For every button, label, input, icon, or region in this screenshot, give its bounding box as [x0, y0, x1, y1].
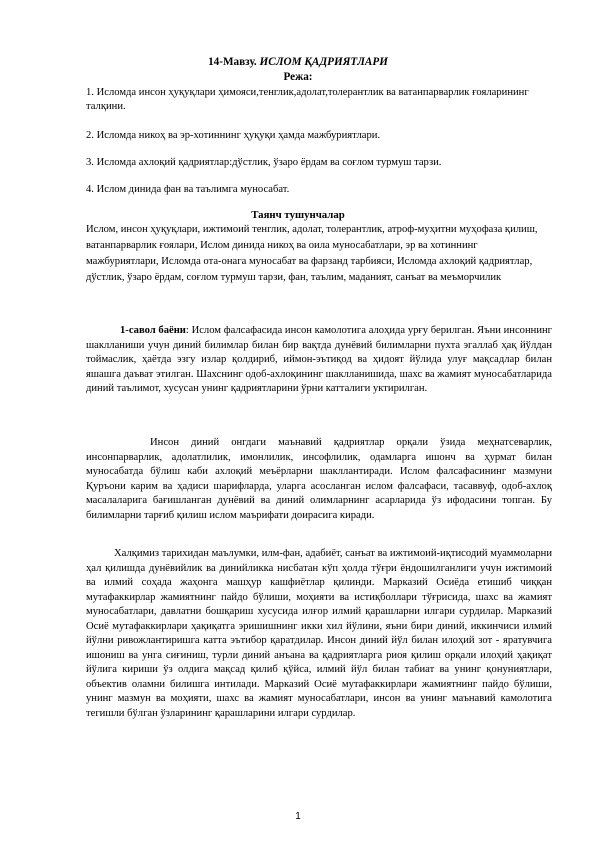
concepts-heading: Таянч тушунчалар — [251, 209, 345, 221]
page-number: 1 — [295, 811, 301, 822]
question-1-paragraph — [86, 324, 552, 397]
concepts-text: Ислом, инсон ҳуқуқлари, ижтимоий тенглик, адолат, толерантлик, атроф-муҳитни муҳофаза қилиш, ватанпарварлик ғоялари, Ислом динида никоҳ ва оила муносабатлари, эр ва хотиннинг мажбуриятлари, Исломда ота-онага муносабат ва фарзанд тарбияси, Исломда ахлоқий қадриятлар, дўстлик, ўзаро ёрдам, соғлом турмуш тарзи, фан, таълим, маданият, санъат ва меъморчилик — [86, 224, 538, 283]
title-topic: ИСЛОМ ҚАДРИЯТЛАРИ — [259, 56, 388, 68]
plan-item-1: 1. Исломда инсон ҳуқуқлари ҳимояси,тенглик,адолат,толерантлик ва ватанпарварлик ғояларининг талқини. — [86, 87, 529, 112]
plan-label: Режа: — [283, 71, 313, 83]
question-1-label: 1-савол баёни — [120, 325, 186, 336]
paragraph-2: Инсон диний онгдаги маънавий қадриятлар орқали ўзида меҳнатсеварлик, инсонпарварлик, адолатлилик, имонлилик, инсофлилик, одамларга ишонч ва ҳурмат билан муносабатда бўлиш каби ахлоқий меъёрларни шакллантиради. Ислом фалсафасининг мазмуни Қуръони карим ва ҳадиси шарифларда, уларга асосланган ислом фалсафаси, тасаввуф, одоб-ахлоқ масалаларига бағишланган дунёвий ва диний олимларнинг асарларида ўз ифодасини топган. Бу билимларни тарғиб қилиш ислом маърифати доирасига киради. — [86, 437, 552, 521]
plan-item-3: 3. Исломда ахлоқий қадриятлар:дўстлик, ўзаро ёрдам ва соғлом турмуш тарзи. — [86, 157, 442, 168]
plan-item-4: 4. Ислом динида фан ва таълимга муносабат. — [86, 184, 290, 195]
paragraph-3: Халқимиз тарихидан маълумки, илм-фан, адабиёт, санъат ва ижтимоий-иқтисодий муаммоларни ҳал қилишда дунёвийлик ва динийликка нисбатан кўп ҳолда тўғри ёндошилганлиги учун ижтимоий ва илмий соҳада жаҳонга машҳур кашфиётлар қилинди. Марказий Осиёда етишиб чиққан мутафаккирлар жамиятнинг пайдо бўлиши, моҳияти ва истиқболлари тўғрисида, шахс ва жамият муносабатлари, давлатни бошқариш хусусида илғор илмий қарашларни илгари сурдилар. Марказий Осиё мутафаккирлари ҳақиқатга эришишнинг икки хил йўлини, яъни бири диний, иккинчиси илмий йўлни ривожлантиришга катта эътибор қаратдилар. Инсон диний йўл билан илоҳий зот - яратувчига ишониш ва унга сиғиниш, турли диний анъана ва қадриятларга риоя қилиш орқали илоҳий ҳақиқат йўлига кириши ўз олдига мақсад қилиб қўйса, илмий йўл билан табиат ва унинг қонуниятлари, объектив оламни билишга интилади. Марказий Осиё мутафаккирлари жамиятнинг пайдо бўлиши, унинг мазмун ва моҳияти, шахс ва жамият муносабатлари, инсон ва унинг маънавий камолотига тегишли бўлган ўзларининг қарашларини илгари сурдилар. — [86, 548, 552, 719]
document-title — [0, 56, 596, 68]
plan-item-2: 2. Исломда никоҳ ва эр-хотиннинг ҳуқуқи ҳамда мажбуриятлари. — [86, 130, 381, 141]
question-1-text: : Ислом фалсафасида инсон камолотига алоҳида урғу берилган. Яъни инсоннинг шаклланиши учун диний билимлар билан бир вақтда дунёвий билимларни пухта эгаллаб ҳақ йўлдан тоймаслик, ҳаётда эзгу излар қолдириб, иймон-эътиқод ва ҳидоят йўлида улуғ мақсадлар билан яшашга даъват этилган. Шахснинг одоб-ахлоқининг шаклланишида, шахс ва жамият муносабатларида диний таълимот, хусусан унинг қадриятларини ўрни катталиги уктирилган. — [86, 325, 552, 394]
title-prefix: 14-Мавзу. — [208, 56, 257, 68]
